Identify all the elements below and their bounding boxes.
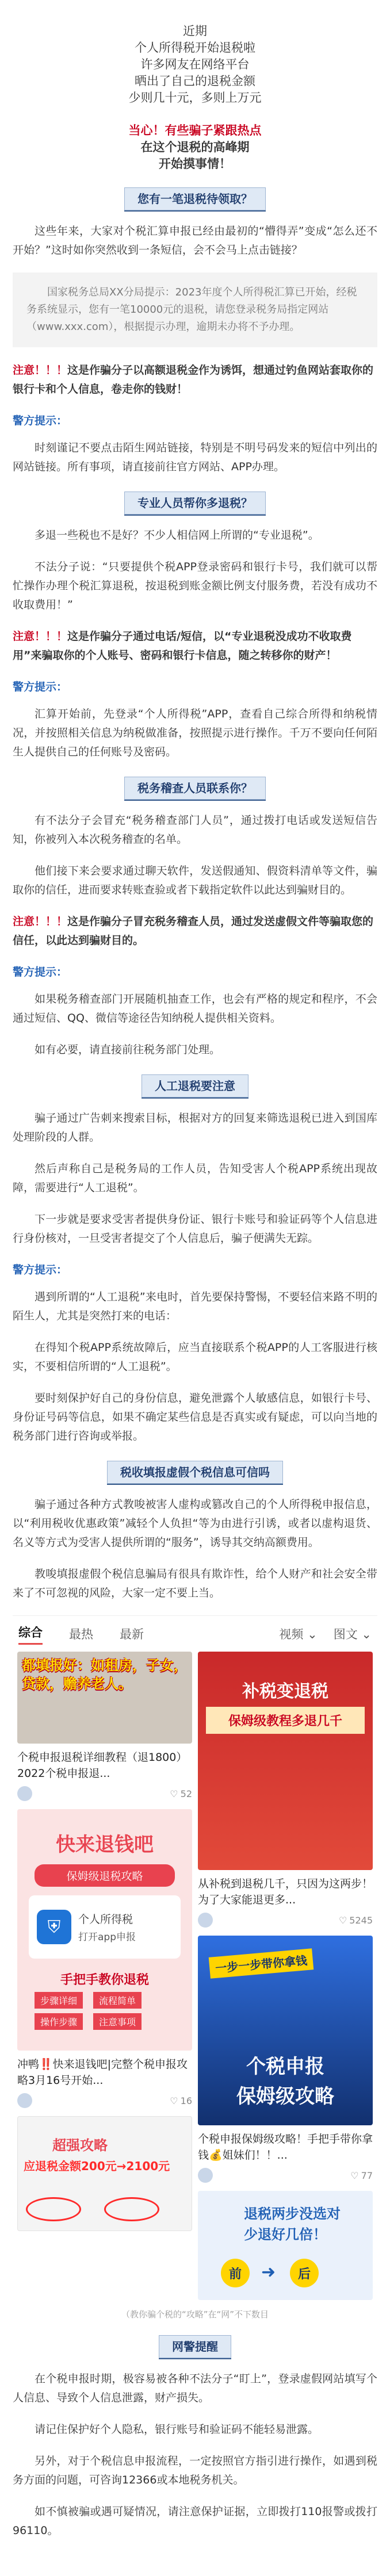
- paragraph: 要时刻保护好自己的身份信息，避免泄露个人敏感信息，如银行卡号、身份证号码等信息，如果不确定某些信息是否真实或有疑虑，可以向当地的税务部门进行咨询或举报。: [13, 1392, 377, 1442]
- feed-column-left: [17, 1652, 192, 2300]
- thumb-overlay-title: 退税两步没选对: [244, 2206, 341, 2222]
- heart-icon: ♡: [170, 1788, 178, 1799]
- paragraph: 时刻谨记不要点击陌生网站链接，特别是不明号码发来的短信中列出的网站链接。所有事项，请直接前往官方网站、APP办理。: [13, 442, 377, 473]
- tab-latest[interactable]: 最新: [120, 1627, 144, 1641]
- section-title: [13, 1461, 377, 1484]
- step-tag: 操作步骤: [35, 2013, 83, 2030]
- sms-example: 国家税务总局XX分局提示：2023年度个人所得税汇算已开始，经税务系统显示，您有一笔10000元的退税，请您登录税务局指定网站（www.xxx.com），根据提示办理，逾期未办将不予办理。: [13, 272, 377, 347]
- card-thumbnail: [198, 2191, 373, 2300]
- warning-text: 这是作骗分子以高额退税金作为诱饵，想通过钓鱼网站套取你的银行卡和个人信息，卷走你的钱财！: [13, 364, 374, 396]
- section-title-text: 专业人员帮你多退税？: [124, 492, 266, 515]
- paragraph: 在个税申报时期，极容易被各种不法分子“盯上”，登录虚假网站填写个人信息、导致个人信息泄露，财产损失。: [13, 2372, 377, 2404]
- paragraph: 教唆填报虚假个税信息骗局有很具有欺诈性，给个人财产和社会安全带来了不可忽视的风险，大家一定不要上当。: [13, 1568, 377, 1599]
- warning: [13, 627, 377, 665]
- card-title: 个税申报退税详细教程（退1800）2022个税申报退...: [17, 1751, 188, 1780]
- chevron-down-icon: ⌄: [307, 1627, 318, 1641]
- steps-title: 手把手教你退税: [60, 1973, 149, 1987]
- thumb-overlay-sub: 保姆级攻略: [236, 2085, 334, 2108]
- tax-app-icon: ⛨: [37, 1910, 71, 1944]
- card-meta: [198, 1913, 373, 1928]
- police-tip-label: 警方提示：: [13, 1264, 68, 1276]
- app-hint: 打开app申报: [78, 1932, 136, 1943]
- paragraph: 如不慎被骗或遇可疑情况，请注意保护证据，立即拨打110报警或拨打96110。: [13, 2505, 377, 2537]
- section-title-text: 您有一笔退税待领取？: [124, 187, 266, 210]
- thumb-overlay-sub: 少退好几倍！: [244, 2226, 327, 2243]
- paragraph: 不法分子说：“只要提供个税APP登录密码和银行卡号，我们就可以帮忙操作办理个税汇算退税，按退税到账金额比例支付服务费，若没有成功不收取费用！”: [13, 560, 377, 611]
- thumb-overlay-title: 补税变退税: [242, 1681, 328, 1702]
- feed-card[interactable]: [17, 1809, 192, 2108]
- intro-line: 许多网友在网络平台: [140, 57, 250, 71]
- thumb-overlay-sub: 保姆级退税攻略: [35, 1864, 175, 1887]
- image-caption: （教你骗个税的“攻略”在“网”不下数目: [121, 2309, 269, 2320]
- intro-line: 近期: [183, 24, 207, 38]
- section-title-text: 税收填报虚假个税信息可信吗: [107, 1461, 283, 1484]
- section-title-text: 网警提醒: [159, 2335, 231, 2358]
- heart-icon: ♡: [170, 2095, 178, 2106]
- like-count[interactable]: ♡ 5245: [338, 1914, 373, 1926]
- warning-text: 这是作骗分子冒充税务稽查人员，通过发送虚假文件等骗取您的信任，以此达到骗财目的。: [13, 915, 374, 947]
- card-thumbnail: [198, 1652, 373, 1870]
- section-title-text: 税务稽查人员联系你？: [124, 777, 266, 800]
- thumb-overlay-title: 个税申报: [246, 2055, 324, 2078]
- thumb-overlay-title: 快来退钱吧: [56, 1833, 154, 1856]
- thumb-overlay-text: 都填报好：如租房，子女，贷款，赡养老人。: [22, 1657, 188, 1692]
- intro-line: 少则几十元，多则上万元: [128, 91, 262, 105]
- thumb-overlay-sub: 应退税金额200元→2100元: [24, 2159, 170, 2173]
- like-count[interactable]: ♡ 16: [170, 2095, 192, 2106]
- chevron-down-icon: ⌄: [361, 1627, 372, 1641]
- card-meta: [17, 2093, 192, 2108]
- paragraph: 如果税务稽查部门开展随机抽查工作，也会有严格的规定和程序，不会通过短信、QQ、微信等途径告知纳税人提供相关资料。: [13, 993, 377, 1024]
- tab-comprehensive[interactable]: 综合: [18, 1623, 43, 1645]
- hand-drawn-highlight: [26, 2197, 81, 2221]
- paragraph: 另外，对于个税信息申报流程，一定按照官方指引进行操作，如遇到税务方面的问题，可咨询12366或本地税务机关。: [13, 2455, 377, 2486]
- section-title: [13, 492, 377, 515]
- feed-card[interactable]: [198, 2191, 373, 2300]
- police-tip-label: 警方提示：: [13, 414, 68, 427]
- intro-line: 晒出了自己的退税金额: [135, 74, 255, 88]
- avatar: [17, 2093, 32, 2108]
- police-tip-label: 警方提示：: [13, 681, 68, 693]
- arrow-right-icon: ➜: [261, 2262, 276, 2282]
- steps-list: [35, 1992, 142, 2030]
- warning-lead: 注意！！！: [13, 630, 68, 643]
- alert-line: [13, 122, 377, 139]
- card-title: 从补税到退税几千，只因为这两步！为了大家能退更多...: [198, 1878, 373, 1906]
- step-tag: 注意事项: [93, 2013, 142, 2030]
- police-tip-label: 警方提示：: [13, 966, 68, 978]
- feed-card[interactable]: [198, 1652, 373, 1928]
- heart-icon: ♡: [350, 2170, 359, 2181]
- social-feed-screenshot: [13, 1615, 377, 2320]
- tab-video[interactable]: 视频 ⌄: [279, 1627, 318, 1641]
- feed-grid: [13, 1652, 377, 2300]
- app-card: [29, 1895, 181, 1959]
- paragraph: 下一步就是要求受害者提供身份证、银行卡账号和验证码等个人信息进行身份核对，一旦受害者提交了个人信息后，骗子便满失无踪。: [13, 1213, 377, 1245]
- section-title: [13, 777, 377, 800]
- thumb-overlay-title: 超强攻略: [52, 2137, 108, 2153]
- paragraph: 遇到所谓的“人工退税”来电时，首先要保持警惕，不要轻信来路不明的陌生人，尤其是突然打来的电话：: [13, 1291, 377, 1322]
- section-title: [13, 187, 377, 210]
- alert-line: 在这个退税的高峰期: [140, 140, 250, 154]
- alert-line: 开始摸事情！: [159, 157, 231, 171]
- feed-card[interactable]: [198, 1936, 373, 2183]
- card-thumbnail: [17, 1809, 192, 2051]
- step-tag: 流程简单: [93, 1992, 142, 2009]
- avatar: [198, 1913, 213, 1928]
- paragraph: 骗子通过各种方式教唆被害人虚构或篡改自己的个人所得税申报信息，以“利用税收优惠政策”减轻个人负担“等为由进行引诱，或者以虚构退货、名义等方式为受害人提供所谓的“服务”，诱导其交纳高额费用。: [13, 1498, 377, 1549]
- card-thumbnail: [17, 1652, 192, 1744]
- paragraph: 这些年来，大家对个税汇算申报已经由最初的“懵得弄”变成“怎么还不开始？”这时如你突然收到一条短信，会不会马上点击链接？: [13, 225, 377, 256]
- paragraph: 请记住保护好个人隐私，银行账号和验证码不能轻易泄露。: [35, 2423, 319, 2436]
- warning-lead: 注意！！！: [13, 915, 68, 928]
- thumb-overlay-top: 一步一步带你拿钱: [209, 1948, 314, 1979]
- card-thumbnail: [198, 1936, 373, 2125]
- paragraph: 汇算开始前，先登录“个人所得税”APP，查看自己综合所得和纳税情况，并按照相关信息为纳税做准备，按照提示进行操作。千万不要向任何陌生人提供自己的任何账号及密码。: [13, 708, 377, 758]
- warning: [13, 361, 377, 399]
- section-title: [13, 1074, 377, 1097]
- section-title-text: 人工退税要注意: [142, 1074, 248, 1097]
- warning-lead: 注意！！！: [13, 364, 68, 377]
- intro-line: 个人所得税开始退税啦: [135, 41, 255, 55]
- step-tag: 步骤详细: [35, 1992, 83, 2009]
- warning-text: 这是作骗分子通过电话/短信，以“专业退税没成功不收取费用”来骗取你的个人账号、密码和银行卡信息，随之转移你的财产！: [13, 630, 352, 662]
- heart-icon: ♡: [338, 1914, 347, 1926]
- feed-tabs: [13, 1616, 377, 1652]
- card-meta: [198, 2168, 373, 2183]
- avatar: [198, 2168, 213, 2183]
- warning: [13, 912, 377, 950]
- like-count[interactable]: ♡ 77: [350, 2170, 373, 2181]
- paragraph: 有不法分子会冒充“税务稽查部门人员”，通过拨打电话或发送短信告知，你被列入本次税务稽查的名单。: [13, 814, 377, 846]
- card-title: 个税申报保姆级攻略！手把手带你拿钱💰姐妹们！！...: [198, 2133, 373, 2162]
- like-count[interactable]: ♡ 52: [170, 1788, 192, 1799]
- paragraph: 他们接下来会要求通过聊天软件，发送假通知、假资料清单等文件，骗取你的信任，进而要求转账查验或者下载指定软件以此达到骗财目的。: [13, 865, 377, 896]
- intro-block: [13, 0, 377, 106]
- card-meta: [17, 1786, 192, 1801]
- section-title: [13, 2335, 377, 2358]
- before-badge: 前: [221, 2259, 250, 2287]
- thumb-overlay-sub: 保姆级教程多退几千: [206, 1707, 365, 1734]
- alert-text: 当心！有些骗子紧跟热点: [128, 124, 262, 137]
- card-thumbnail: [17, 2116, 192, 2231]
- after-badge: 后: [290, 2259, 319, 2287]
- tab-image-text[interactable]: 图文 ⌄: [333, 1627, 372, 1641]
- avatar: [17, 1786, 32, 1801]
- paragraph: 如有必要，请直接前往税务部门处理。: [35, 1043, 221, 1056]
- paragraph: 多退一些税也不是好？不少人相信网上所谓的“专业退税”。: [35, 529, 319, 542]
- hand-drawn-highlight: [104, 2197, 159, 2221]
- tab-hottest[interactable]: 最热: [69, 1627, 93, 1641]
- feed-card[interactable]: [17, 1652, 192, 1801]
- paragraph: 骗子通过广告刺来搜索目标，根据对方的回复来筛选退税已进入到国库处理阶段的人群。: [13, 1112, 377, 1143]
- feed-card[interactable]: [17, 2116, 192, 2231]
- app-name: 个人所得税: [78, 1913, 133, 1926]
- feed-column-right: [198, 1652, 373, 2300]
- alert-block: [13, 122, 377, 172]
- paragraph: 在得知个税APP系统故障后，应当直接联系个税APP的人工客服进行核实，不要相信所谓的“人工退税”。: [13, 1341, 377, 1373]
- paragraph: 然后声称自己是税务局的工作人员，告知受害人个税APP系统出现故障，需要进行“人工退税”。: [13, 1162, 377, 1194]
- card-title: 冲鸭‼️快来退钱吧|完整个税申报攻略3月16号开始...: [17, 2058, 188, 2087]
